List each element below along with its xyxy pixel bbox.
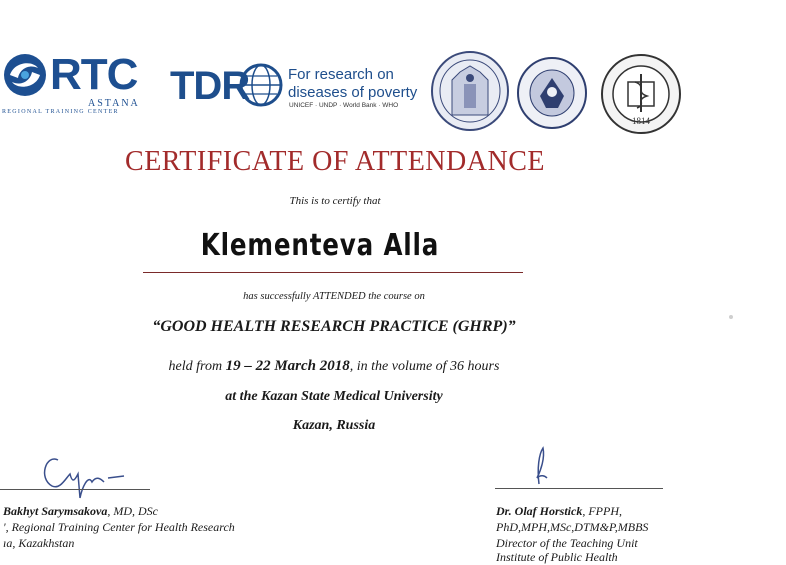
attended-text: has successfully ATTENDED the course on (243, 291, 425, 302)
right-signature-line (495, 488, 663, 489)
right-signatory-degrees: PhD,MPH,MSc,DTM&P,MBBS (496, 520, 649, 534)
course-title: “GOOD HEALTH RESEARCH PRACTICE (GHRP)” (152, 318, 516, 335)
name-underline (143, 272, 523, 273)
held-prefix: held from (168, 359, 226, 374)
seal-year: 1814 (632, 116, 650, 126)
kazan-medical-university-seal (600, 52, 682, 136)
left-signature-line (0, 489, 150, 490)
right-signatory-title: , FPPH, (582, 504, 622, 518)
university-seal-1 (430, 50, 510, 132)
certificate-title: CERTIFICATE OF ATTENDANCE (125, 146, 545, 177)
held-line (0, 358, 668, 375)
left-signatory-bold-name: Bakhyt Sarymsakova (3, 504, 108, 518)
tdr-sponsors: UNICEF · UNDP · World Bank · WHO (289, 102, 399, 109)
city: Kazan, Russia (292, 418, 376, 433)
tdr-logo-text: TDR (170, 64, 250, 108)
certify-text: This is to certify that (289, 195, 381, 207)
scan-speck (729, 315, 733, 319)
left-signatory-title: , MD, DSc (107, 504, 158, 518)
course-volume: , in the volume of 36 hours (349, 359, 500, 374)
right-signatory-bold-name: Dr. Olaf Horstick (496, 504, 583, 518)
tdr-tagline-2: diseases of poverty (288, 84, 418, 101)
recipient-name: Klementeva Alla (200, 228, 440, 263)
left-signatory-role: ', Regional Training Center for Health Research (3, 520, 235, 534)
rtc-logo-subtitle: REGIONAL TRAINING CENTER (2, 109, 119, 115)
course-dates: 19 – 22 March 2018 (225, 358, 350, 374)
rtc-logo-text: RTC (50, 50, 138, 99)
left-signatory-name (3, 503, 158, 519)
un-globe-icon (238, 62, 284, 108)
right-signatory-institution: Institute of Public Health (496, 550, 618, 564)
rtc-swirl-icon (2, 52, 48, 98)
rtc-logo-city: ASTANA (88, 98, 140, 109)
venue: at the Kazan State Medical University (225, 389, 443, 404)
left-signatory-place: ıa, Kazakhstan (3, 536, 75, 550)
right-signatory-name (496, 503, 622, 519)
right-signatory-role: Director of the Teaching Unit (496, 536, 638, 550)
tdr-tagline-1: For research on (288, 66, 394, 83)
university-seal-2 (516, 56, 588, 130)
right-signature (515, 438, 575, 498)
left-signature (0, 448, 140, 508)
